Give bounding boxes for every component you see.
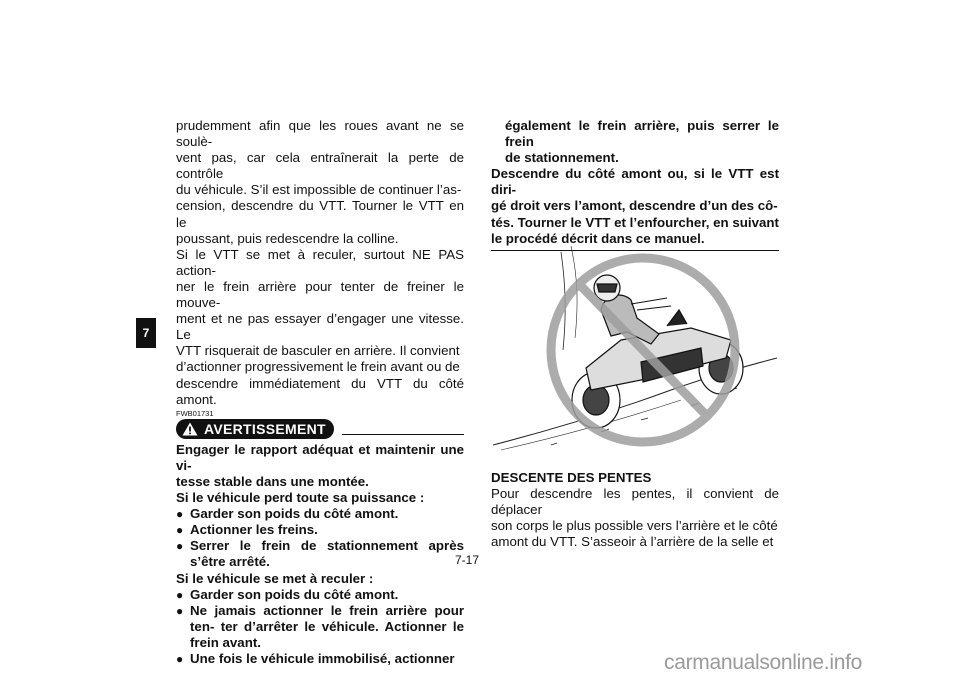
bullet-icon: ● — [176, 507, 184, 522]
list-item: ● Garder son poids du côté amont. — [176, 586, 399, 602]
list-item: ● Actionner les freins. — [176, 522, 318, 538]
descent-paragraph: Pour descendre les pentes, il convient de déplacer son corps le plus possible vers l’arrière et le côté amont du VTT. S’asseoir à l’arrière de la selle et — [491, 486, 779, 550]
bullet-icon: ● — [176, 523, 184, 538]
warning-code: FWB01731 — [176, 408, 214, 418]
bullet-list-power-loss — [176, 506, 464, 570]
paragraph-climb-caution: prudemment afin que les roues avant ne se soulè- vent pas, car cela entraînerait la perte de contrôle du véhicule. S’il est impossible de continuer l’as- cension, descendre du VTT. Tourner le VTT en le poussant, puis redescendre la colline. — [176, 118, 464, 246]
dismount-instruction: Descendre du côté amont ou, si le VTT est diri- gé droit vers l’amont, descendre d’un des cô- tés. Tourner le VTT et l’enfourcher, en suivant le procédé décrit dans ce manuel. — [491, 166, 779, 246]
bullet-icon: ● — [176, 603, 184, 618]
bullet-icon: ● — [176, 587, 184, 602]
warning-triangle-icon — [182, 422, 198, 436]
warning-header — [176, 419, 464, 439]
warning-text: Engager le rapport adéquat et maintenir une vi- tesse stable dans une montée. Si le véhicule perd toute sa puissance : — [176, 441, 464, 506]
page-number: 7-17 — [455, 553, 480, 567]
warning-badge — [176, 419, 334, 439]
right-column — [491, 118, 779, 251]
bullet-icon: ● — [176, 539, 184, 554]
atv-prohibition-illustration — [491, 240, 779, 460]
reverse-intro: Si le véhicule se met à reculer : — [176, 570, 374, 586]
left-column — [176, 118, 464, 667]
list-item: ● Garder son poids du côté amont. — [176, 506, 399, 522]
warning-label: AVERTISSEMENT — [204, 420, 326, 437]
bullet-icon: ● — [176, 652, 184, 666]
chapter-tab: 7 — [136, 318, 156, 348]
section-heading: DESCENTE DES PENTES — [491, 470, 652, 485]
list-item: ● Ne jamais actionner le frein arrière pour ten- ter d’arrêter le véhicule. Actionner le frein avant. — [176, 602, 464, 650]
descent-section — [491, 470, 779, 550]
paragraph-reverse-roll: Si le VTT se met à reculer, surtout NE PAS action- ner le frein arrière pour tenter de freiner le mouve- ment et ne pas essayer d’engager une vitesse. Le VTT risquerait de basculer en arrière. Il convient d’actionner progressivement le frein avant ou de descendre immédiatement du VTT du côté amont. — [176, 246, 464, 407]
watermark: carmanualsonline.info — [664, 651, 862, 674]
warning-continuation: également le frein arrière, puis serrer le frein de stationnement. — [505, 118, 779, 166]
list-item: ● Serrer le frein de stationnement après s’être arrêté. — [176, 538, 464, 570]
bullet-list-reverse — [176, 587, 464, 667]
warning-rule — [342, 434, 464, 435]
list-item: ● Une fois le véhicule immobilisé, actionner — [176, 651, 455, 666]
